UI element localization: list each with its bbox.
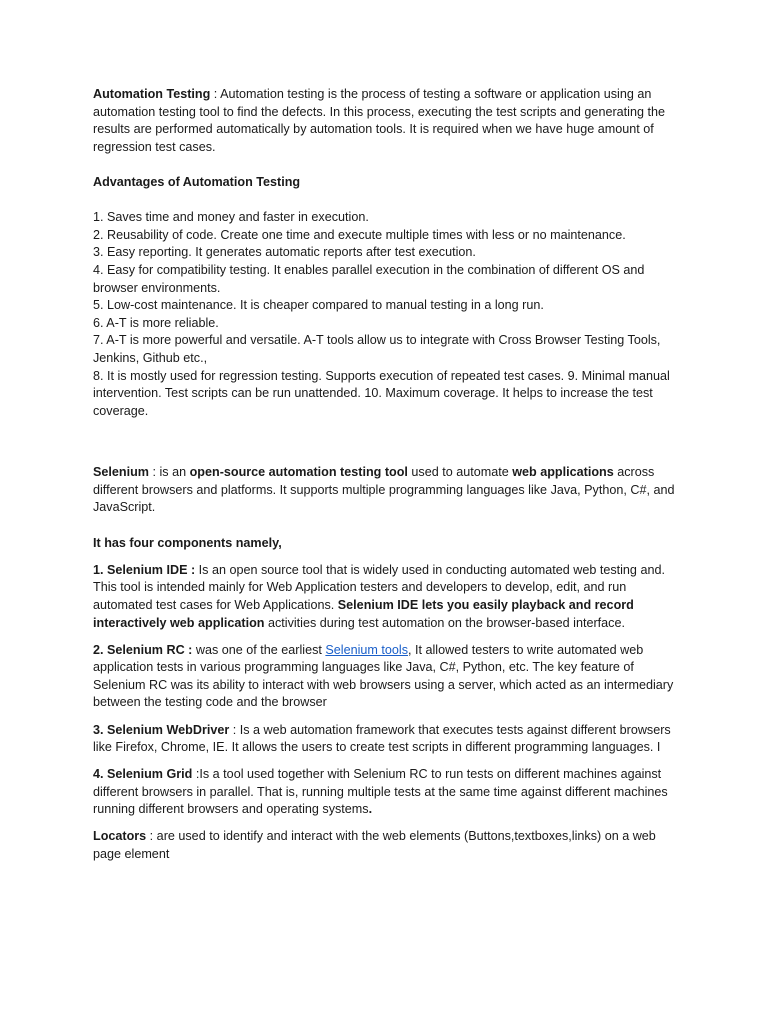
document-page [93, 86, 675, 864]
selenium-rc-label: 2. Selenium RC : [93, 642, 193, 657]
selenium-grid-period: . [368, 802, 373, 817]
selenium-text-2: used to automate [407, 465, 513, 480]
locators-term: Locators [93, 829, 147, 844]
selenium-rc-text-2: , It allowed testers to write automated web application tests in various programming languages like Java, C#, Python, etc. The key feature of Selenium RC was its ability to interact with web browsers using a server, which acted as an intermediary between the testing code and the browser [93, 642, 674, 710]
advantage-item: 6. A-T is more reliable. [93, 315, 219, 330]
selenium-term: Selenium [93, 465, 149, 480]
advantage-item: 3. Easy reporting. It generates automatic reports after test execution. [93, 245, 476, 260]
selenium-ide-bold: Selenium IDE lets you easily playback and record interactively web application [93, 597, 634, 630]
advantage-item: 5. Low-cost maintenance. It is cheaper compared to manual testing in a long run. [93, 298, 544, 313]
selenium-grid-text: :Is a tool used together with Selenium RC to run tests on different machines against different browsers in parallel. That is, running multiple tests at the same time against different machines running different browsers and operating systems [93, 767, 668, 817]
selenium-grid-paragraph [93, 766, 675, 819]
advantage-item: 4. Easy for compatibility testing. It enables parallel execution in the combination of different OS and browser environments. [93, 262, 645, 295]
advantage-item: 1. Saves time and money and faster in execution. [93, 210, 369, 225]
selenium-ide-paragraph [93, 562, 675, 632]
automation-testing-term: Automation Testing [93, 87, 211, 101]
selenium-paragraph [93, 464, 675, 517]
advantage-item: 2. Reusability of code. Create one time and execute multiple times with less or no maintenance. [93, 227, 626, 242]
selenium-text-3: across different browsers and platforms. It supports multiple programming languages like Java, Python, C#, and JavaScript. [93, 465, 675, 515]
selenium-webdriver-paragraph [93, 722, 675, 757]
selenium-bold-2: web applications [512, 465, 614, 480]
automation-testing-paragraph [93, 86, 675, 156]
automation-testing-definition: Automation testing is the process of testing a software or application using an automation testing tool to find the defects. In this process, executing the test scripts and generating the results are performed automatically by automation tools. It is required when we have huge amount of regression test cases. [93, 87, 665, 154]
components-heading: It has four components namely, [93, 535, 282, 550]
advantages-heading: Advantages of Automation Testing [93, 174, 301, 189]
locators-text: : are used to identify and interact with the web elements (Buttons,textboxes,links) on a web page element [93, 829, 656, 862]
selenium-bold-1: open-source automation testing tool [189, 465, 408, 480]
selenium-webdriver-label: 3. Selenium WebDriver [93, 722, 230, 737]
advantage-item: 8. It is mostly used for regression testing. Supports execution of repeated test cases. 9. Minimal manual intervention. Test scripts can be run unattended. 10. Maximum coverage. It helps to increase the test coverage. [93, 368, 670, 418]
locators-paragraph [93, 828, 675, 863]
selenium-rc-text-1: was one of the earliest [192, 642, 326, 657]
selenium-ide-text-2: activities during test automation on the browser-based interface. [264, 615, 625, 630]
advantage-item: 7. A-T is more powerful and versatile. A-T tools allow us to integrate with Cross Browser Testing Tools, Jenkins, Github etc., [93, 333, 661, 365]
selenium-ide-text-1: Is an open source tool that is widely used in conducting automated web testing and. This tool is intended mainly for Web Application testers and developers to develop, edit, and run automated test cases for Web Applications. [93, 562, 665, 612]
selenium-tools-link[interactable]: Selenium tools [325, 642, 408, 657]
selenium-text-1: : is an [149, 465, 190, 480]
selenium-rc-paragraph [93, 642, 675, 712]
selenium-ide-label: 1. Selenium IDE : [93, 562, 196, 577]
selenium-webdriver-text: : Is a web automation framework that executes tests against different browsers like Firefox, Chrome, IE. It allows the users to create test scripts in different programming languages. I [93, 722, 671, 755]
selenium-grid-label: 4. Selenium Grid [93, 767, 193, 782]
advantages-list [93, 209, 675, 420]
automation-testing-separator: : [210, 87, 221, 101]
